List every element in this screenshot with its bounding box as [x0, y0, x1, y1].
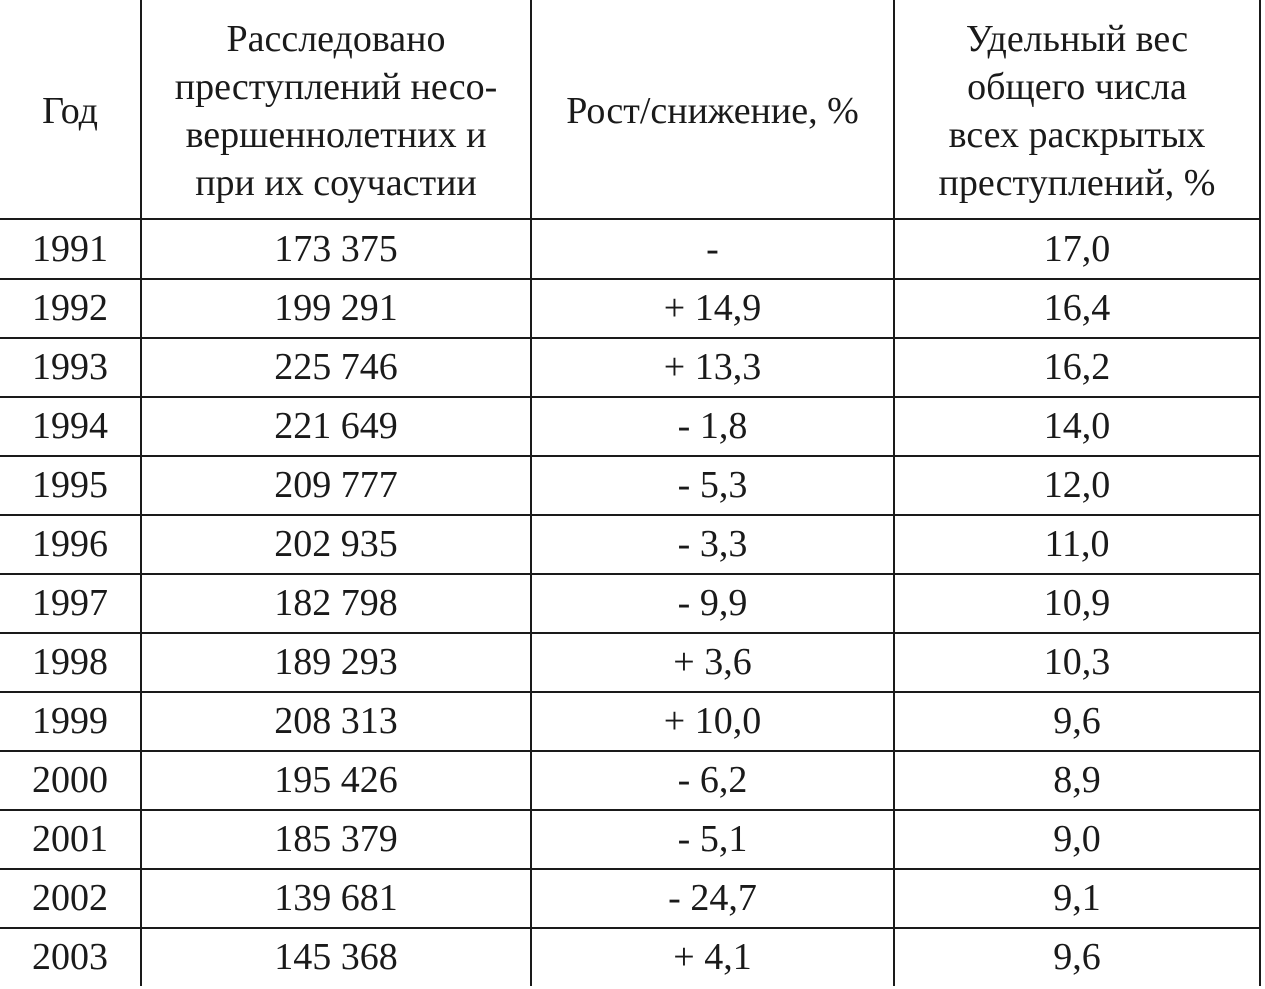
header-line: вершеннолетних и — [185, 114, 487, 156]
cell-change: - 9,9 — [531, 574, 894, 633]
cell-year: 1996 — [0, 515, 141, 574]
table-header — [0, 0, 1260, 219]
cell-investigated: 185 379 — [141, 810, 531, 869]
header-line: всех раскрытых — [948, 114, 1206, 156]
cell-year: 1993 — [0, 338, 141, 397]
cell-share: 16,4 — [894, 279, 1260, 338]
cell-change: + 13,3 — [531, 338, 894, 397]
header-row — [0, 0, 1260, 219]
cell-change: + 14,9 — [531, 279, 894, 338]
cell-year: 1995 — [0, 456, 141, 515]
table-row — [0, 810, 1260, 869]
table-row — [0, 456, 1260, 515]
cell-share: 12,0 — [894, 456, 1260, 515]
header-investigated-crimes — [141, 0, 531, 219]
cell-change: + 4,1 — [531, 928, 894, 986]
cell-year: 2002 — [0, 869, 141, 928]
cell-share: 9,6 — [894, 692, 1260, 751]
table-row — [0, 633, 1260, 692]
table-row — [0, 928, 1260, 986]
cell-share: 10,9 — [894, 574, 1260, 633]
table-row — [0, 692, 1260, 751]
cell-year: 2003 — [0, 928, 141, 986]
header-year — [0, 0, 141, 219]
header-line: Удельный вес — [965, 18, 1189, 60]
cell-year: 2000 — [0, 751, 141, 810]
header-line: общего числа — [967, 66, 1187, 108]
cell-share: 10,3 — [894, 633, 1260, 692]
table-row — [0, 574, 1260, 633]
cell-change: - 1,8 — [531, 397, 894, 456]
cell-change: - 6,2 — [531, 751, 894, 810]
header-line: при их соучастии — [195, 162, 477, 204]
cell-investigated: 145 368 — [141, 928, 531, 986]
cell-change: + 10,0 — [531, 692, 894, 751]
table-row — [0, 338, 1260, 397]
header-line: преступлений несо- — [174, 66, 498, 108]
cell-change: - — [531, 219, 894, 279]
cell-change: - 3,3 — [531, 515, 894, 574]
cell-investigated: 225 746 — [141, 338, 531, 397]
table-row — [0, 219, 1260, 279]
cell-investigated: 173 375 — [141, 219, 531, 279]
cell-change: - 5,1 — [531, 810, 894, 869]
cell-share: 17,0 — [894, 219, 1260, 279]
cell-year: 1991 — [0, 219, 141, 279]
cell-investigated: 202 935 — [141, 515, 531, 574]
cell-investigated: 221 649 — [141, 397, 531, 456]
cell-year: 1994 — [0, 397, 141, 456]
cell-investigated: 199 291 — [141, 279, 531, 338]
cell-investigated: 139 681 — [141, 869, 531, 928]
cell-investigated: 189 293 — [141, 633, 531, 692]
cell-share: 14,0 — [894, 397, 1260, 456]
table-row — [0, 397, 1260, 456]
header-line: Рост/снижение, % — [566, 90, 859, 132]
cell-change: - 5,3 — [531, 456, 894, 515]
header-line: преступлений, % — [938, 162, 1216, 204]
header-share-of-solved — [894, 0, 1260, 219]
table-body — [0, 219, 1260, 986]
cell-investigated: 182 798 — [141, 574, 531, 633]
cell-year: 2001 — [0, 810, 141, 869]
cell-investigated: 208 313 — [141, 692, 531, 751]
table-row — [0, 279, 1260, 338]
cell-share: 9,6 — [894, 928, 1260, 986]
cell-change: - 24,7 — [531, 869, 894, 928]
cell-year: 1998 — [0, 633, 141, 692]
cell-year: 1997 — [0, 574, 141, 633]
table-row — [0, 869, 1260, 928]
cell-share: 11,0 — [894, 515, 1260, 574]
cell-share: 9,0 — [894, 810, 1260, 869]
cell-share: 8,9 — [894, 751, 1260, 810]
cell-investigated: 209 777 — [141, 456, 531, 515]
cell-investigated: 195 426 — [141, 751, 531, 810]
table-row — [0, 515, 1260, 574]
cell-year: 1992 — [0, 279, 141, 338]
header-line: Год — [42, 90, 98, 132]
header-growth-decline — [531, 0, 894, 219]
cell-change: + 3,6 — [531, 633, 894, 692]
table-row — [0, 751, 1260, 810]
header-line: Расследовано — [226, 18, 446, 60]
cell-share: 16,2 — [894, 338, 1260, 397]
cell-share: 9,1 — [894, 869, 1260, 928]
cell-year: 1999 — [0, 692, 141, 751]
